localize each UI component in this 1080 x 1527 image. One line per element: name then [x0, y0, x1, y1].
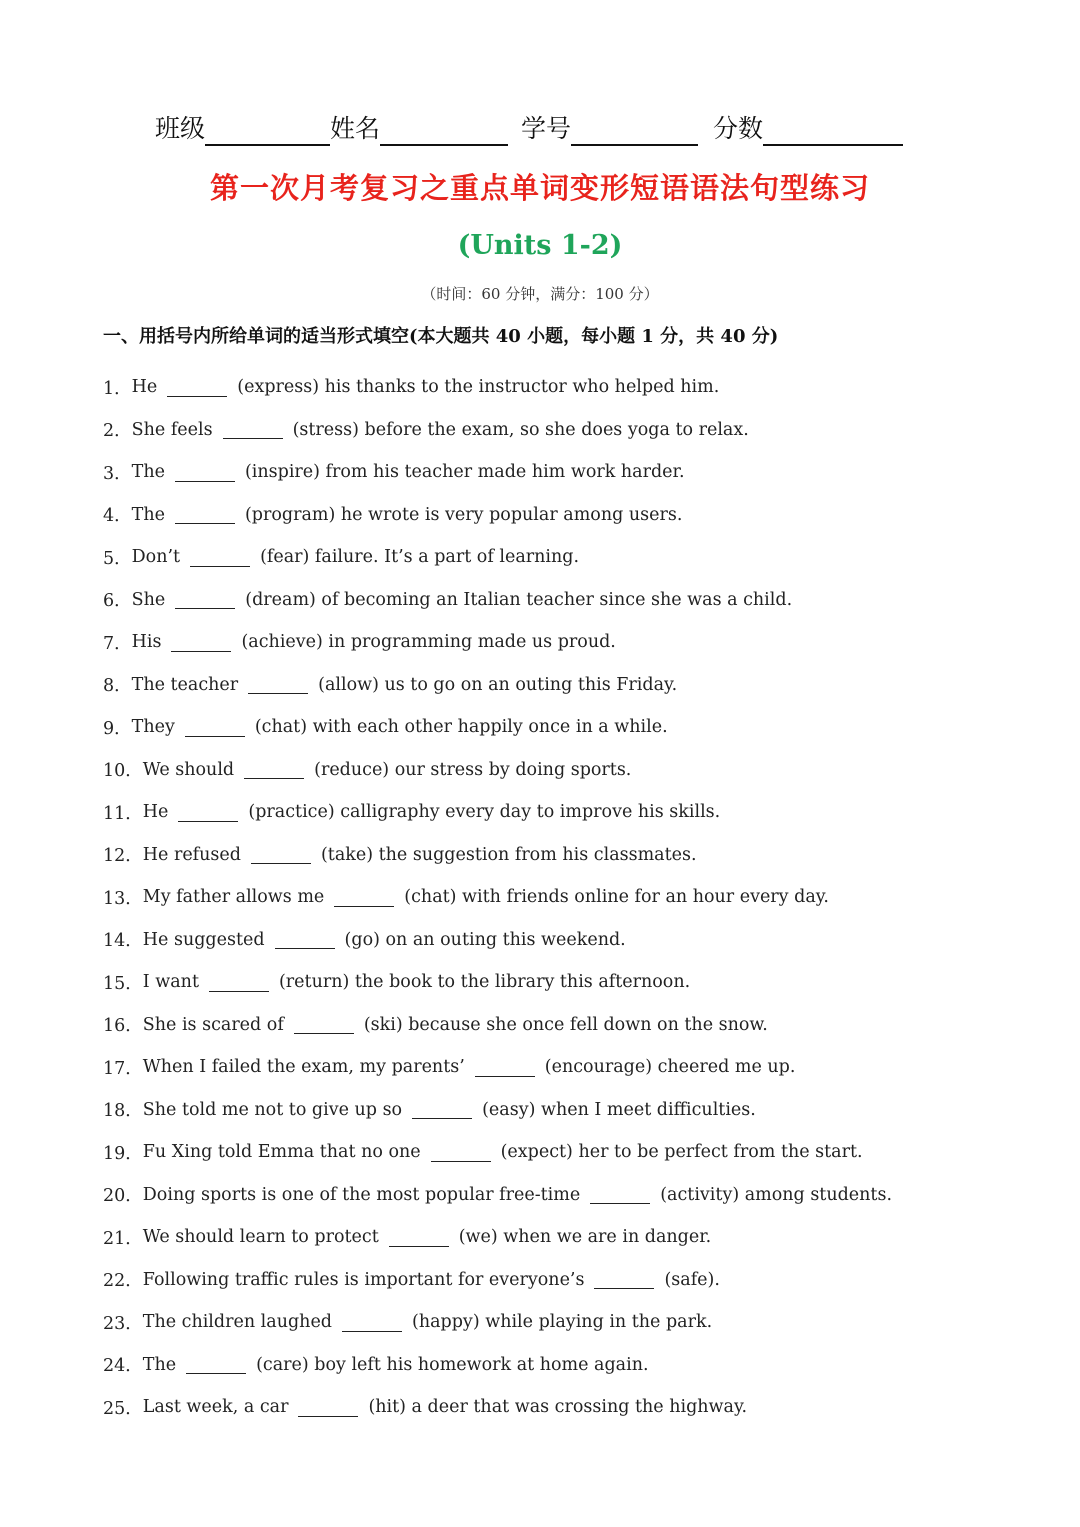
question-text-before: Following traffic rules is important for everyone’s	[142, 1269, 585, 1290]
question-text-before: He	[142, 802, 169, 823]
question-item	[103, 579, 1003, 622]
answer-blank[interactable]	[175, 463, 235, 482]
question-text-after: (fear) failure. It’s a part of learning.	[260, 547, 580, 568]
question-number: 19．	[103, 1143, 143, 1164]
student-id-blank[interactable]	[571, 116, 698, 146]
question-number: 8．	[103, 676, 132, 697]
question-number: 22．	[103, 1271, 143, 1292]
question-item	[103, 621, 1003, 664]
question-text-after: (inspire) from his teacher made him work harder.	[244, 462, 685, 483]
question-item	[103, 664, 1003, 707]
worksheet-subtitle: (Units 1-2)	[457, 230, 623, 261]
worksheet-title: 第一次月考复习之重点单词变形短语语法句型练习	[209, 171, 870, 205]
question-number: 6．	[103, 591, 132, 612]
question-text-before: She feels	[131, 419, 213, 440]
question-list	[103, 366, 1003, 1429]
question-text-after: (stress) before the exam, so she does yoga to relax.	[292, 419, 749, 440]
question-text-after: (activity) among students.	[660, 1184, 893, 1205]
question-number: 12．	[103, 846, 143, 867]
name-label: 姓名	[330, 114, 381, 143]
question-text-before: He suggested	[142, 929, 265, 950]
question-text-after: (dream) of becoming an Italian teacher since she was a child.	[245, 589, 793, 610]
section-heading: 一、用括号内所给单词的适当形式填空(本大题共 40 小题，每小题 1 分，共 40 分)	[103, 326, 779, 347]
question-item	[103, 1301, 1003, 1344]
question-text-before: She	[131, 589, 166, 610]
question-item	[103, 366, 1003, 409]
question-item	[103, 919, 1003, 962]
question-text-before: The	[131, 462, 165, 483]
question-text-before: His	[131, 632, 162, 653]
question-text-before: He refused	[142, 844, 241, 865]
score-field	[713, 112, 903, 146]
question-number: 9．	[103, 718, 132, 739]
answer-blank[interactable]	[171, 633, 231, 652]
answer-blank[interactable]	[175, 505, 235, 524]
answer-blank[interactable]	[294, 1015, 354, 1034]
question-text-after: (chat) with each other happily once in a while.	[254, 717, 668, 738]
question-number: 16．	[103, 1016, 143, 1037]
question-text-before: He	[131, 377, 158, 398]
name-blank[interactable]	[380, 116, 508, 146]
question-number: 20．	[103, 1186, 143, 1207]
answer-blank[interactable]	[251, 845, 311, 864]
question-text-after: (return) the book to the library this afternoon.	[278, 972, 691, 993]
question-number: 18．	[103, 1101, 143, 1122]
answer-blank[interactable]	[248, 675, 308, 694]
question-text-after: (happy) while playing in the park.	[412, 1312, 713, 1333]
question-number: 17．	[103, 1058, 143, 1079]
question-item	[103, 536, 1003, 579]
answer-blank[interactable]	[167, 378, 227, 397]
answer-blank[interactable]	[209, 973, 269, 992]
question-number: 10．	[103, 761, 143, 782]
question-item	[103, 1344, 1003, 1387]
question-text-after: (go) on an outing this weekend.	[344, 929, 626, 950]
question-text-before: The	[142, 1354, 177, 1375]
answer-blank[interactable]	[190, 548, 250, 567]
question-text-before: Doing sports is one of the most popular free-time	[142, 1184, 581, 1205]
question-number: 5．	[103, 548, 132, 569]
question-text-before: The teacher	[131, 674, 239, 695]
question-item	[103, 1174, 1003, 1217]
class-field	[155, 112, 330, 146]
question-item	[103, 834, 1003, 877]
answer-blank[interactable]	[389, 1228, 449, 1247]
question-text-before: We should learn to protect	[142, 1227, 379, 1248]
answer-blank[interactable]	[175, 590, 235, 609]
question-number: 1．	[103, 378, 132, 399]
question-item	[103, 1131, 1003, 1174]
class-label: 班级	[155, 114, 206, 143]
question-number: 24．	[103, 1356, 143, 1377]
answer-blank[interactable]	[298, 1398, 358, 1417]
answer-blank[interactable]	[186, 1355, 246, 1374]
question-item	[103, 749, 1003, 792]
question-number: 2．	[103, 421, 132, 442]
student-info-header	[155, 112, 903, 146]
question-item	[103, 1259, 1003, 1302]
answer-blank[interactable]	[431, 1143, 491, 1162]
question-item	[103, 451, 1003, 494]
question-text-before: We should	[142, 759, 235, 780]
question-text-after: (hit) a deer that was crossing the highway.	[368, 1397, 748, 1418]
question-number: 11．	[103, 803, 143, 824]
question-text-before: She told me not to give up so	[142, 1099, 403, 1120]
question-item	[103, 409, 1003, 452]
question-text-after: (expect) her to be perfect from the start.	[500, 1142, 863, 1163]
question-text-after: (reduce) our stress by doing sports.	[314, 759, 632, 780]
question-item	[103, 961, 1003, 1004]
question-text-before: They	[131, 717, 175, 738]
question-text-after: (program) he wrote is very popular among users.	[244, 504, 683, 525]
student-id-field	[521, 112, 698, 146]
question-text-before: Don’t	[131, 547, 181, 568]
question-item	[103, 706, 1003, 749]
question-text-before: When I failed the exam, my parents’	[142, 1057, 465, 1078]
class-blank[interactable]	[205, 116, 330, 146]
question-text-after: (take) the suggestion from his classmates.	[320, 844, 697, 865]
time-note: （时间：60 分钟，满分：100 分）	[421, 285, 659, 303]
question-number: 13．	[103, 888, 143, 909]
question-item	[103, 876, 1003, 919]
question-item	[103, 494, 1003, 537]
question-number: 14．	[103, 931, 143, 952]
question-number: 15．	[103, 973, 143, 994]
answer-blank[interactable]	[223, 420, 283, 439]
answer-blank[interactable]	[412, 1100, 472, 1119]
question-text-after: (encourage) cheered me up.	[544, 1057, 796, 1078]
question-item	[103, 1046, 1003, 1089]
answer-blank[interactable]	[590, 1185, 650, 1204]
question-item	[103, 1004, 1003, 1047]
question-text-before: Fu Xing told Emma that no one	[142, 1142, 421, 1163]
question-number: 4．	[103, 506, 132, 527]
question-text-before: The	[131, 504, 165, 525]
answer-blank[interactable]	[334, 888, 394, 907]
question-number: 3．	[103, 463, 132, 484]
answer-blank[interactable]	[244, 760, 304, 779]
score-label: 分数	[713, 114, 764, 143]
question-text-after: (we) when we are in danger.	[458, 1227, 712, 1248]
answer-blank[interactable]	[185, 718, 245, 737]
answer-blank[interactable]	[275, 930, 335, 949]
question-text-after: (ski) because she once fell down on the snow.	[363, 1014, 768, 1035]
question-item	[103, 1089, 1003, 1132]
question-text-after: (easy) when I meet difficulties.	[482, 1099, 756, 1120]
question-number: 7．	[103, 633, 132, 654]
question-text-after: (safe).	[664, 1269, 720, 1290]
question-text-before: She is scared of	[142, 1014, 284, 1035]
name-field	[330, 112, 508, 146]
student-id-label: 学号	[521, 114, 572, 143]
question-number: 21．	[103, 1228, 143, 1249]
score-blank[interactable]	[763, 116, 903, 146]
question-item	[103, 1216, 1003, 1259]
question-text-before: The children laughed	[142, 1312, 332, 1333]
question-text-before: Last week, a car	[142, 1397, 289, 1418]
question-item	[103, 1386, 1003, 1429]
question-number: 23．	[103, 1313, 143, 1334]
question-text-after: (care) boy left his homework at home again.	[256, 1354, 649, 1375]
question-text-before: I want	[142, 972, 199, 993]
question-item	[103, 791, 1003, 834]
question-text-after: (express) his thanks to the instructor who helped him.	[237, 377, 720, 398]
question-text-after: (allow) us to go on an outing this Friday.	[318, 674, 678, 695]
question-text-after: (chat) with friends online for an hour every day.	[404, 887, 829, 908]
answer-blank[interactable]	[475, 1058, 535, 1077]
answer-blank[interactable]	[594, 1270, 654, 1289]
question-text-after: (achieve) in programming made us proud.	[241, 632, 616, 653]
question-text-after: (practice) calligraphy every day to improve his skills.	[248, 802, 721, 823]
answer-blank[interactable]	[178, 803, 238, 822]
question-text-before: My father allows me	[142, 887, 325, 908]
answer-blank[interactable]	[342, 1313, 402, 1332]
question-number: 25．	[103, 1398, 143, 1419]
